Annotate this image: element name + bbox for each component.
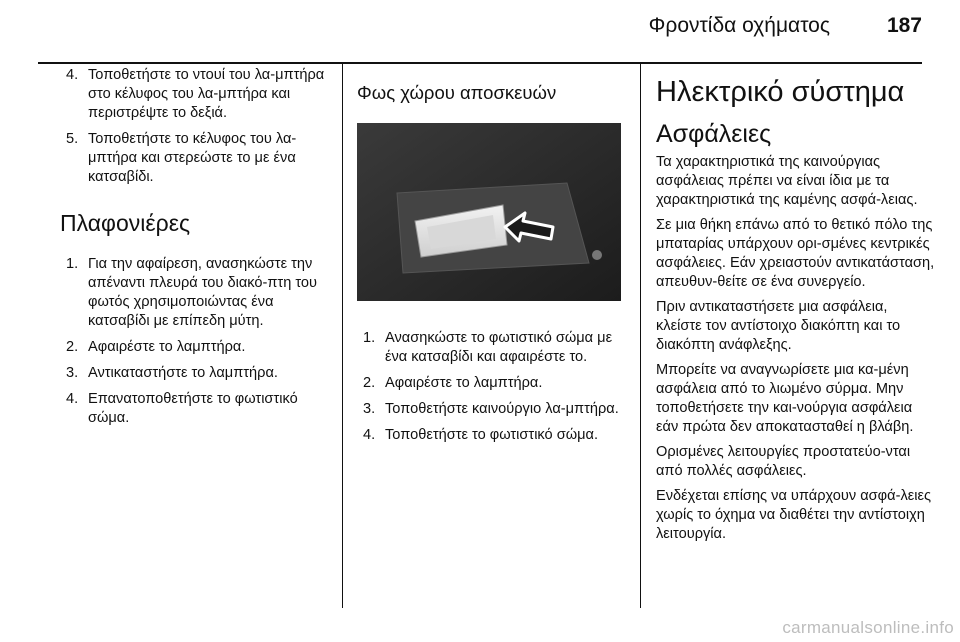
luggage-light-photo [357,123,621,301]
section-title-luggage-light: Φως χώρου αποσκευών [357,82,557,103]
paragraph: Σε μια θήκη επάνω από το θετικό πόλο της μπαταρίας υπάρχουν ορι-σμένες κεντρικές ασφάλειες. Εάν χρειαστούν αντικατάσταση, απευθυν-θείτε σε ένα συνεργείο. [656,217,935,290]
column-divider-2 [640,64,641,608]
list-item: 1. Για την αφαίρεση, ανασηκώστε την απέναντι πλευρά του διακό-πτη του φωτός χρησιμοποιώντας ένα κατσαβίδι με επίπεδη μύτη. [66,256,318,329]
column-left [60,66,332,435]
paragraph: Τα χαρακτηριστικά της καινούργιας ασφάλειας πρέπει να είναι ίδια με τα χαρακτηριστικά της καμένης ασφά-λειας. [656,154,918,208]
paragraph: Ορισμένες λειτουργίες προστατεύο-νται από πολλές ασφάλειες. [656,444,911,479]
paragraph: Μπορείτε να αναγνωρίσετε μια κα-μένη ασφάλεια από το λιωμένο σύρμα. Μην τοποθετήσετε την και-νούργια ασφάλεια εάν πρώτα δεν αποκατασταθεί η βλάβη. [656,362,914,435]
list-item: 4. Τοποθετήστε το ντουί του λα-μπτήρα στο κέλυφος του λα-μπτήρα και περιστρέψτε το δεξιά. [66,67,325,121]
column-right [656,66,936,550]
list-item: 5. Τοποθετήστε το κέλυφος του λα-μπτήρα και στερεώστε το με ένα κατσαβίδι. [66,131,297,185]
list-item: 3. Τοποθετήστε καινούργιο λα-μπτήρα. [363,401,619,417]
column-divider-1 [342,64,343,608]
list-item: 4. Τοποθετήστε το φωτιστικό σώμα. [363,427,599,443]
subsection-title-fuses: Ασφάλειες [656,120,772,148]
page-number: 187 [886,14,922,37]
section-title-interior-lights: Πλαφονιέρες [60,210,191,236]
paragraph: Ενδέχεται επίσης να υπάρχουν ασφά-λειες χωρίς το όχημα να διαθέτει την αντίστοιχη λειτουργία. [656,488,932,542]
list-item: 3. Αντικαταστήστε το λαμπτήρα. [66,365,278,381]
header-rule [38,62,922,64]
list-item: 4. Επανατοποθετήστε το φωτιστικό σώμα. [66,391,298,426]
steps-list-luggage-light [357,329,627,445]
list-item: 1. Ανασηκώστε το φωτιστικό σώμα με ένα κατσαβίδι και αφαιρέστε το. [363,330,613,365]
list-item: 2. Αφαιρέστε το λαμπτήρα. [66,339,246,355]
steps-list-top [60,66,332,187]
list-item: 2. Αφαιρέστε το λαμπτήρα. [363,375,543,391]
paragraph: Πριν αντικαταστήσετε μια ασφάλεια, κλείστε τον αντίστοιχο διακόπτη και το διακόπτη ανάφλεξης. [656,299,901,353]
column-middle [357,66,627,452]
watermark: carmanualsonline.info [782,618,954,637]
page-header-title: Φροντίδα οχήματος [648,14,830,37]
steps-list-interior-lights [60,255,332,428]
section-title-electrical-system: Ηλεκτρικό σύστημα [656,76,905,108]
luggage-light-illustration [357,123,621,301]
